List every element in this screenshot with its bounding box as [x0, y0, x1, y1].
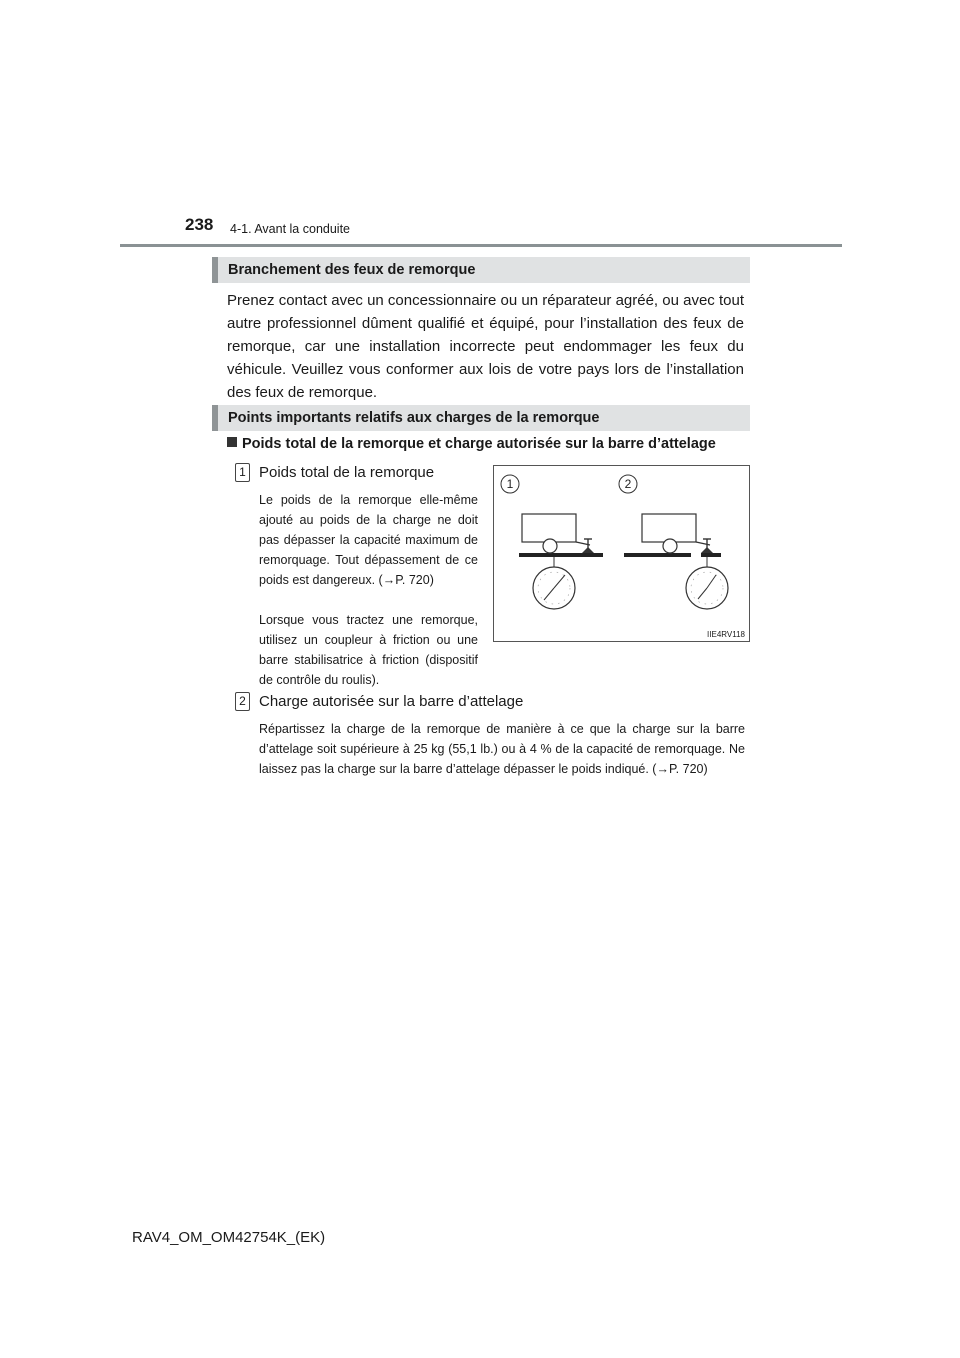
- footer-doc-code: RAV4_OM_OM42754K_(EK): [132, 1229, 326, 1246]
- trailer-on-scale-left: [519, 514, 603, 609]
- item-text: Répartissez la charge de la remorque de manière à ce que la charge sur la barre d’attelage soit supérieure à 25 kg (55,1 lb.) ou à 4 % de la capacité de remorquage. Ne laissez pas la charge sur la barre d’attelage dépasser le poids indiqué. (→P. 720): [259, 722, 745, 776]
- item-text: Lorsque vous tractez une remorque, utilisez un coupleur à friction ou une barre stabilisatrice à friction (dispositif de contrôle du roulis).: [259, 613, 478, 687]
- trailer-scale-illustration: [494, 466, 749, 641]
- subheading-trailer-weight: [227, 436, 716, 452]
- square-bullet-icon: [227, 437, 237, 447]
- item-title: Charge autorisée sur la barre d’attelage: [259, 693, 524, 710]
- section-title-trailer-loads: Points importants relatifs aux charges de la remorque: [212, 405, 750, 431]
- section-title-trailer-lights: Branchement des feux de remorque: [212, 257, 750, 283]
- figure-label-text-2: 2: [624, 477, 632, 491]
- trailer-tongue-on-scale-right: [624, 514, 728, 609]
- item-number-badge: 1: [235, 463, 250, 482]
- section-body-trailer-lights: Prenez contact avec un concessionnaire ou un réparateur agréé, ou avec tout autre professionnel dûment qualifié et équipé, pour l’installation des feux de remorque, car une installation incorrecte peut endommager les feux du véhicule. Veuillez vous conformer aux lois de votre pays lors de l’installation des feux de remorque.: [227, 292, 744, 401]
- chapter-label: 4-1. Avant la conduite: [230, 222, 350, 236]
- figure-code: IIE4RV118: [707, 630, 745, 639]
- header-rule: [120, 244, 842, 247]
- item-title: Poids total de la remorque: [259, 464, 435, 481]
- subheading-text: Poids total de la remorque et charge autorisée sur la barre d’attelage: [242, 436, 716, 452]
- figure-label-text-1: 1: [506, 477, 514, 491]
- trailer-weight-figure: [493, 465, 750, 642]
- figure-label-1: [501, 475, 519, 493]
- item-number-badge: 2: [235, 692, 250, 711]
- figure-label-2: [619, 475, 637, 493]
- item-text: Le poids de la remorque elle-même ajouté au poids de la charge ne doit pas dépasser la capacité maximum de remorquage. Tout dépassement de ce poids est dangereux. (→P. 720): [259, 493, 478, 587]
- page-number: 238: [185, 215, 214, 234]
